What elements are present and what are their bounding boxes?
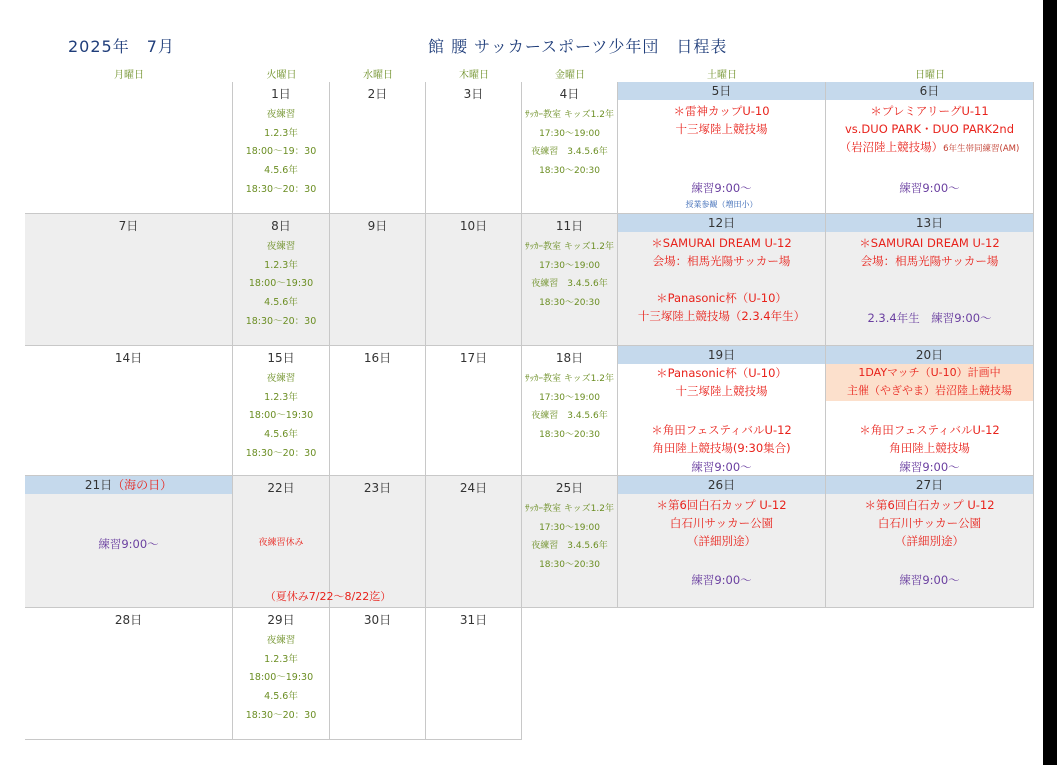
tuesday-practice-info: 夜練習 1.2.3年 18:00～19:30 4.5.6年 18:30～20：30 — [245, 635, 317, 721]
tuesday-practice-info: 夜練習 1.2.3年 18:00～19:30 4.5.6年 18:30～20：30 — [245, 373, 317, 459]
day-number: 5日 — [618, 82, 825, 100]
weekday-sat: 土曜日 — [707, 70, 737, 81]
event-kakuda-festival: ＊角田フェスティバルU-12 角田陸上競技場 — [859, 423, 1000, 455]
day-number: 28日 — [114, 613, 143, 627]
day-number: 12日 — [618, 214, 825, 232]
practice-time: 2.3.4年生 練習9:00～ — [867, 311, 992, 325]
practice-time: 練習9:00～ — [899, 460, 960, 474]
day-number: 17日 — [459, 351, 488, 365]
day-cell-30 — [330, 608, 426, 740]
day-cell-29 — [233, 608, 330, 740]
friday-practice-info: ｻｯｶｰ教室 キッズ1.2年 17:30～19:00 夜練習 3.4.5.6年 18:30～20:30 — [525, 110, 614, 177]
day-number: 26日 — [618, 476, 825, 494]
day-number: 4日 — [559, 87, 580, 101]
day-cell-26 — [618, 476, 826, 608]
day-cell-13 — [826, 214, 1034, 346]
day-number: 31日 — [459, 613, 488, 627]
day-number: 1日 — [271, 87, 291, 101]
event-samurai-dream: ＊SAMURAI DREAM U-12 会場：相馬光陽サッカー場 — [859, 236, 1000, 268]
day-number: 10日 — [459, 219, 488, 233]
cell-empty — [25, 82, 233, 214]
day-cell-8 — [233, 214, 330, 346]
practice-time: 練習9:00～ — [98, 537, 159, 551]
practice-time: 練習9:00～ — [899, 181, 960, 195]
day-cell-19 — [618, 346, 826, 476]
day-cell-10 — [426, 214, 522, 346]
day-number: 8日 — [271, 219, 291, 233]
event-panasonic-cup: ＊Panasonic杯（U-10） 十三塚陸上競技場 — [656, 366, 787, 398]
year-month-title: 2025年 7月 — [68, 37, 175, 56]
event-premier-league: ＊プレミアリーグU-11 vs.DUO PARK・DUO PARK2nd （岩沼陸上競技場）6年生帯同練習(AM) — [839, 104, 1020, 154]
day-number: 15日 — [267, 351, 295, 365]
day-cell-3 — [426, 82, 522, 214]
day-cell-17 — [426, 346, 522, 476]
day-number: 9日 — [367, 219, 388, 233]
day-number: 23日 — [363, 481, 392, 495]
class-visit-note: 授業参観（増田小） — [685, 200, 758, 209]
day-cell-5 — [618, 82, 826, 214]
day-cell-18 — [522, 346, 618, 476]
day-cell-11 — [522, 214, 618, 346]
day-cell-14 — [25, 346, 233, 476]
day-number: 21日（海の日） — [25, 476, 232, 494]
day-cell-25 — [522, 476, 618, 608]
day-number: 13日 — [826, 214, 1033, 232]
holiday-label: （海の日） — [112, 478, 173, 492]
friday-practice-info: ｻｯｶｰ教室 キッズ1.2年 17:30～19:00 夜練習 3.4.5.6年 18:30～20:30 — [525, 242, 614, 309]
day-cell-16 — [330, 346, 426, 476]
day-cell-2 — [330, 82, 426, 214]
day-cell-6 — [826, 82, 1034, 214]
right-edge-bar — [1043, 0, 1057, 765]
practice-time: 練習9:00～ — [899, 573, 960, 587]
day-number: 30日 — [363, 613, 392, 627]
day-cell-31 — [426, 608, 522, 740]
day-number: 16日 — [363, 351, 392, 365]
day-cell-12 — [618, 214, 826, 346]
friday-practice-info: ｻｯｶｰ教室 キッズ1.2年 17:30～19:00 夜練習 3.4.5.6年 18:30～20:30 — [525, 504, 614, 571]
weekday-fri: 金曜日 — [555, 70, 585, 81]
day-cell-4 — [522, 82, 618, 214]
weekday-mon: 月曜日 — [114, 70, 144, 81]
event-1day-match: 1DAYマッチ（U-10）計画中 主催（やぎやま）岩沼陸上競技場 — [826, 364, 1033, 401]
day-number: 20日 — [826, 346, 1033, 364]
event-shiroishi-cup: ＊第6回白石カップ U-12 白石川サッカー公園 （詳細別途） — [864, 498, 995, 548]
schedule-title: 館 腰 サッカースポーツ少年団 日程表 — [428, 37, 728, 56]
tuesday-practice-info: 夜練習 1.2.3年 18:00～19：30 4.5.6年 18:30～20：30 — [245, 109, 317, 195]
tuesday-practice-info: 夜練習 1.2.3年 18:00～19:30 4.5.6年 18:30～20：30 — [245, 241, 317, 327]
weekday-tue: 火曜日 — [266, 70, 297, 81]
summer-break-note: （夏休み7/22～8/22迄） — [264, 590, 392, 603]
no-night-practice-note: 夜練習休み — [258, 538, 304, 548]
day-cell-15 — [233, 346, 330, 476]
weekday-thu: 木曜日 — [459, 70, 489, 81]
friday-practice-info: ｻｯｶｰ教室 キッズ1.2年 17:30～19:00 夜練習 3.4.5.6年 18:30～20:30 — [525, 374, 614, 441]
event-panasonic-cup: ＊Panasonic杯（U-10） 十三塚陸上競技場（2.3.4年生） — [637, 291, 806, 323]
day-number: 19日 — [618, 346, 825, 364]
day-number: 7日 — [118, 219, 139, 233]
event-shiroishi-cup: ＊第6回白石カップ U-12 白石川サッカー公園 （詳細別途） — [656, 498, 787, 548]
day-cell-9 — [330, 214, 426, 346]
practice-time: 練習9:00～ — [691, 460, 752, 474]
day-cell-21 — [25, 476, 233, 608]
day-number: 14日 — [114, 351, 143, 365]
day-number: 2日 — [367, 87, 388, 101]
weekday-wed: 水曜日 — [363, 70, 393, 81]
day-cell-28 — [25, 608, 233, 740]
day-cell-27 — [826, 476, 1034, 608]
day-cell-7 — [25, 214, 233, 346]
day-number: 11日 — [555, 219, 584, 233]
weekday-sun: 日曜日 — [915, 70, 945, 81]
event-samurai-dream: ＊SAMURAI DREAM U-12 会場：相馬光陽サッカー場 — [651, 236, 792, 268]
day-number: 6日 — [826, 82, 1033, 100]
day-number: 27日 — [826, 476, 1033, 494]
practice-time: 練習9:00～ — [691, 181, 752, 195]
day-number: 25日 — [555, 481, 584, 495]
event-raijin-cup: ＊雷神カップU-10 十三塚陸上競技場 — [673, 104, 770, 136]
day-cell-24 — [426, 476, 522, 608]
day-number: 24日 — [459, 481, 488, 495]
practice-time: 練習9:00～ — [691, 573, 752, 587]
day-number: 29日 — [267, 613, 295, 627]
day-cell-20 — [826, 346, 1034, 476]
event-kakuda-festival: ＊角田フェスティバルU-12 角田陸上競技場(9:30集合) — [651, 423, 792, 455]
day-cell-1 — [233, 82, 330, 214]
day-number: 22日 — [267, 481, 295, 495]
day-number: 18日 — [555, 351, 584, 365]
day-number: 3日 — [463, 87, 484, 101]
